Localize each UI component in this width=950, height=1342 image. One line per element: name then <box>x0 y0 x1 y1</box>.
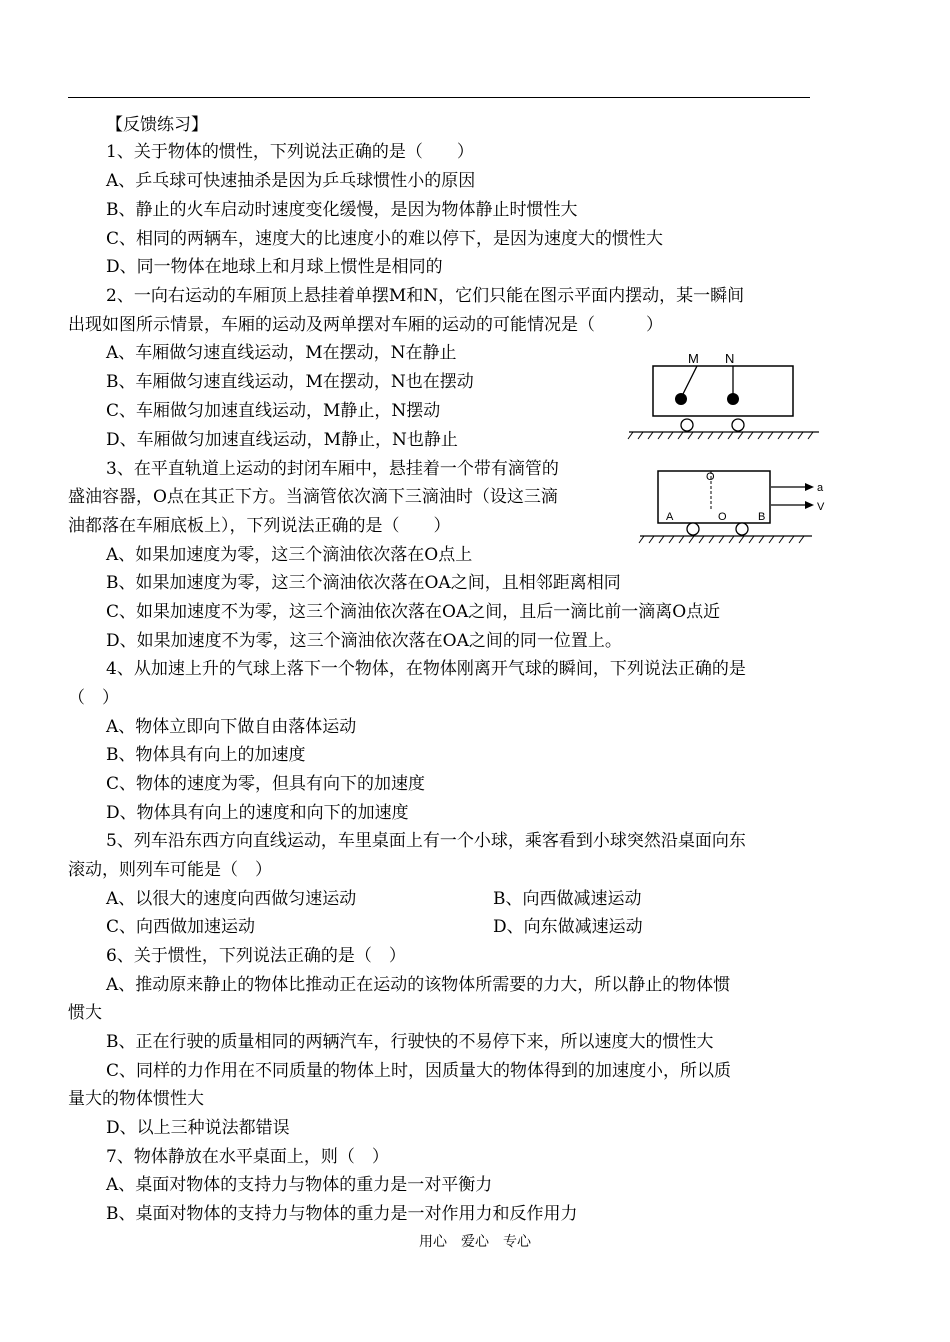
label-acceleration: a <box>817 482 824 494</box>
q6-option-a-line1: A、推动原来静止的物体比推动正在运动的该物体所需要的力大，所以静止的物体惯 <box>106 975 731 995</box>
ground-hatching <box>628 432 813 439</box>
q6-option-d: D、以上三种说法都错误 <box>106 1118 290 1138</box>
wheel-left <box>681 419 693 431</box>
carriage-body <box>653 366 793 416</box>
q4-option-d: D、物体具有向上的速度和向下的加速度 <box>106 803 409 823</box>
q3-option-d: D、如果加速度不为零，这三个滴油依次落在OA之间的同一位置上。 <box>106 631 622 651</box>
q2-option-a: A、车厢做匀速直线运动，M在摆动，N在静止 <box>106 343 457 363</box>
page-footer: 用心 爱心 专心 <box>419 1234 531 1250</box>
velocity-arrow-head <box>805 501 814 509</box>
q6-option-c-line2: 量大的物体惯性大 <box>68 1089 204 1109</box>
q3-stem-line1: 3、在平直轨道上运动的封闭车厢中，悬挂着一个带有滴管的 <box>106 459 559 479</box>
q6-option-c-line1: C、同样的力作用在不同质量的物体上时，因质量大的物体得到的加速度小，所以质 <box>106 1061 732 1081</box>
q4-option-c: C、物体的速度为零，但具有向下的加速度 <box>106 774 426 794</box>
wheel-left <box>687 523 699 535</box>
q2-stem-line2: 出现如图所示情景，车厢的运动及两单摆对车厢的运动的可能情况是（ ） <box>68 315 663 335</box>
q3-carriage-figure <box>636 465 836 550</box>
q5-option-d: D、向东做减速运动 <box>493 917 643 937</box>
q7-option-a: A、桌面对物体的支持力与物体的重力是一对平衡力 <box>106 1175 493 1195</box>
q3-stem-line2: 盛油容器，O点在其正下方。当滴管依次滴下三滴油时（设这三滴 <box>68 487 558 507</box>
label-a: A <box>666 511 674 523</box>
pendulum-m-bob <box>675 393 687 405</box>
q4-option-b: B、物体具有向上的加速度 <box>106 745 306 765</box>
q5-option-b: B、向西做减速运动 <box>493 889 642 909</box>
q4-stem-line1: 4、从加速上升的气球上落下一个物体，在物体刚离开气球的瞬间，下列说法正确的是 <box>106 659 746 679</box>
q2-option-c: C、车厢做匀加速直线运动，M静止，N摆动 <box>106 401 441 421</box>
q2-stem-line1: 2、一向右运动的车厢顶上悬挂着单摆M和N，它们只能在图示平面内摆动，某一瞬间 <box>106 286 745 306</box>
pendulum-m-string <box>682 366 697 396</box>
q3-option-c: C、如果加速度不为零，这三个滴油依次落在OA之间，且后一滴比前一滴离O点近 <box>106 602 721 622</box>
q6-option-a-line2: 惯大 <box>68 1003 102 1023</box>
ground-hatching <box>639 536 804 543</box>
q3-option-b: B、如果加速度为零，这三个滴油依次落在OA之间，且相邻距离相同 <box>106 573 621 593</box>
header-rule <box>68 97 810 98</box>
q3-stem-line3: 油都落在车厢底板上），下列说法正确的是（ ） <box>68 516 451 536</box>
q5-option-c: C、向西做加速运动 <box>106 917 256 937</box>
q3-option-a: A、如果加速度为零，这三个滴油依次落在O点上 <box>106 545 473 565</box>
q1-option-d: D、同一物体在地球上和月球上惯性是相同的 <box>106 257 443 277</box>
label-m: M <box>688 351 699 366</box>
label-velocity: V <box>817 501 825 513</box>
q4-stem-line2: （ ） <box>68 688 119 708</box>
pendulum-n-bob <box>727 393 739 405</box>
section-title: 【反馈练习】 <box>106 115 208 135</box>
q5-option-a: A、以很大的速度向西做匀速运动 <box>106 889 357 909</box>
wheel-right <box>732 419 744 431</box>
q1-option-a: A、乒乓球可快速抽杀是因为乒乓球惯性小的原因 <box>106 171 476 191</box>
q7-option-b: B、桌面对物体的支持力与物体的重力是一对作用力和反作用力 <box>106 1204 578 1224</box>
q5-stem-line1: 5、列车沿东西方向直线运动，车里桌面上有一个小球，乘客看到小球突然沿桌面向东 <box>106 831 746 851</box>
label-o: O <box>718 511 727 523</box>
acceleration-arrow-head <box>805 483 814 491</box>
q2-option-d: D、车厢做匀加速直线运动，M静止，N也静止 <box>106 430 458 450</box>
q6-option-b: B、正在行驶的质量相同的两辆汽车，行驶快的不易停下来，所以速度大的惯性大 <box>106 1032 714 1052</box>
label-n: N <box>725 351 735 366</box>
q1-option-b: B、静止的火车启动时速度变化缓慢，是因为物体静止时惯性大 <box>106 200 578 220</box>
label-b: B <box>758 511 766 523</box>
q4-option-a: A、物体立即向下做自由落体运动 <box>106 717 357 737</box>
q2-carriage-figure <box>625 348 825 448</box>
q1-stem: 1、关于物体的惯性，下列说法正确的是（ ） <box>106 142 474 162</box>
label-o-top: O <box>706 471 715 483</box>
q1-option-c: C、相同的两辆车，速度大的比速度小的难以停下，是因为速度大的惯性大 <box>106 229 664 249</box>
q7-stem: 7、物体静放在水平桌面上，则（ ） <box>106 1147 389 1167</box>
q5-stem-line2: 滚动，则列车可能是（ ） <box>68 860 272 880</box>
q6-stem: 6、关于惯性，下列说法正确的是（ ） <box>106 946 406 966</box>
q2-option-b: B、车厢做匀速直线运动，M在摆动，N也在摆动 <box>106 372 474 392</box>
wheel-right <box>736 523 748 535</box>
